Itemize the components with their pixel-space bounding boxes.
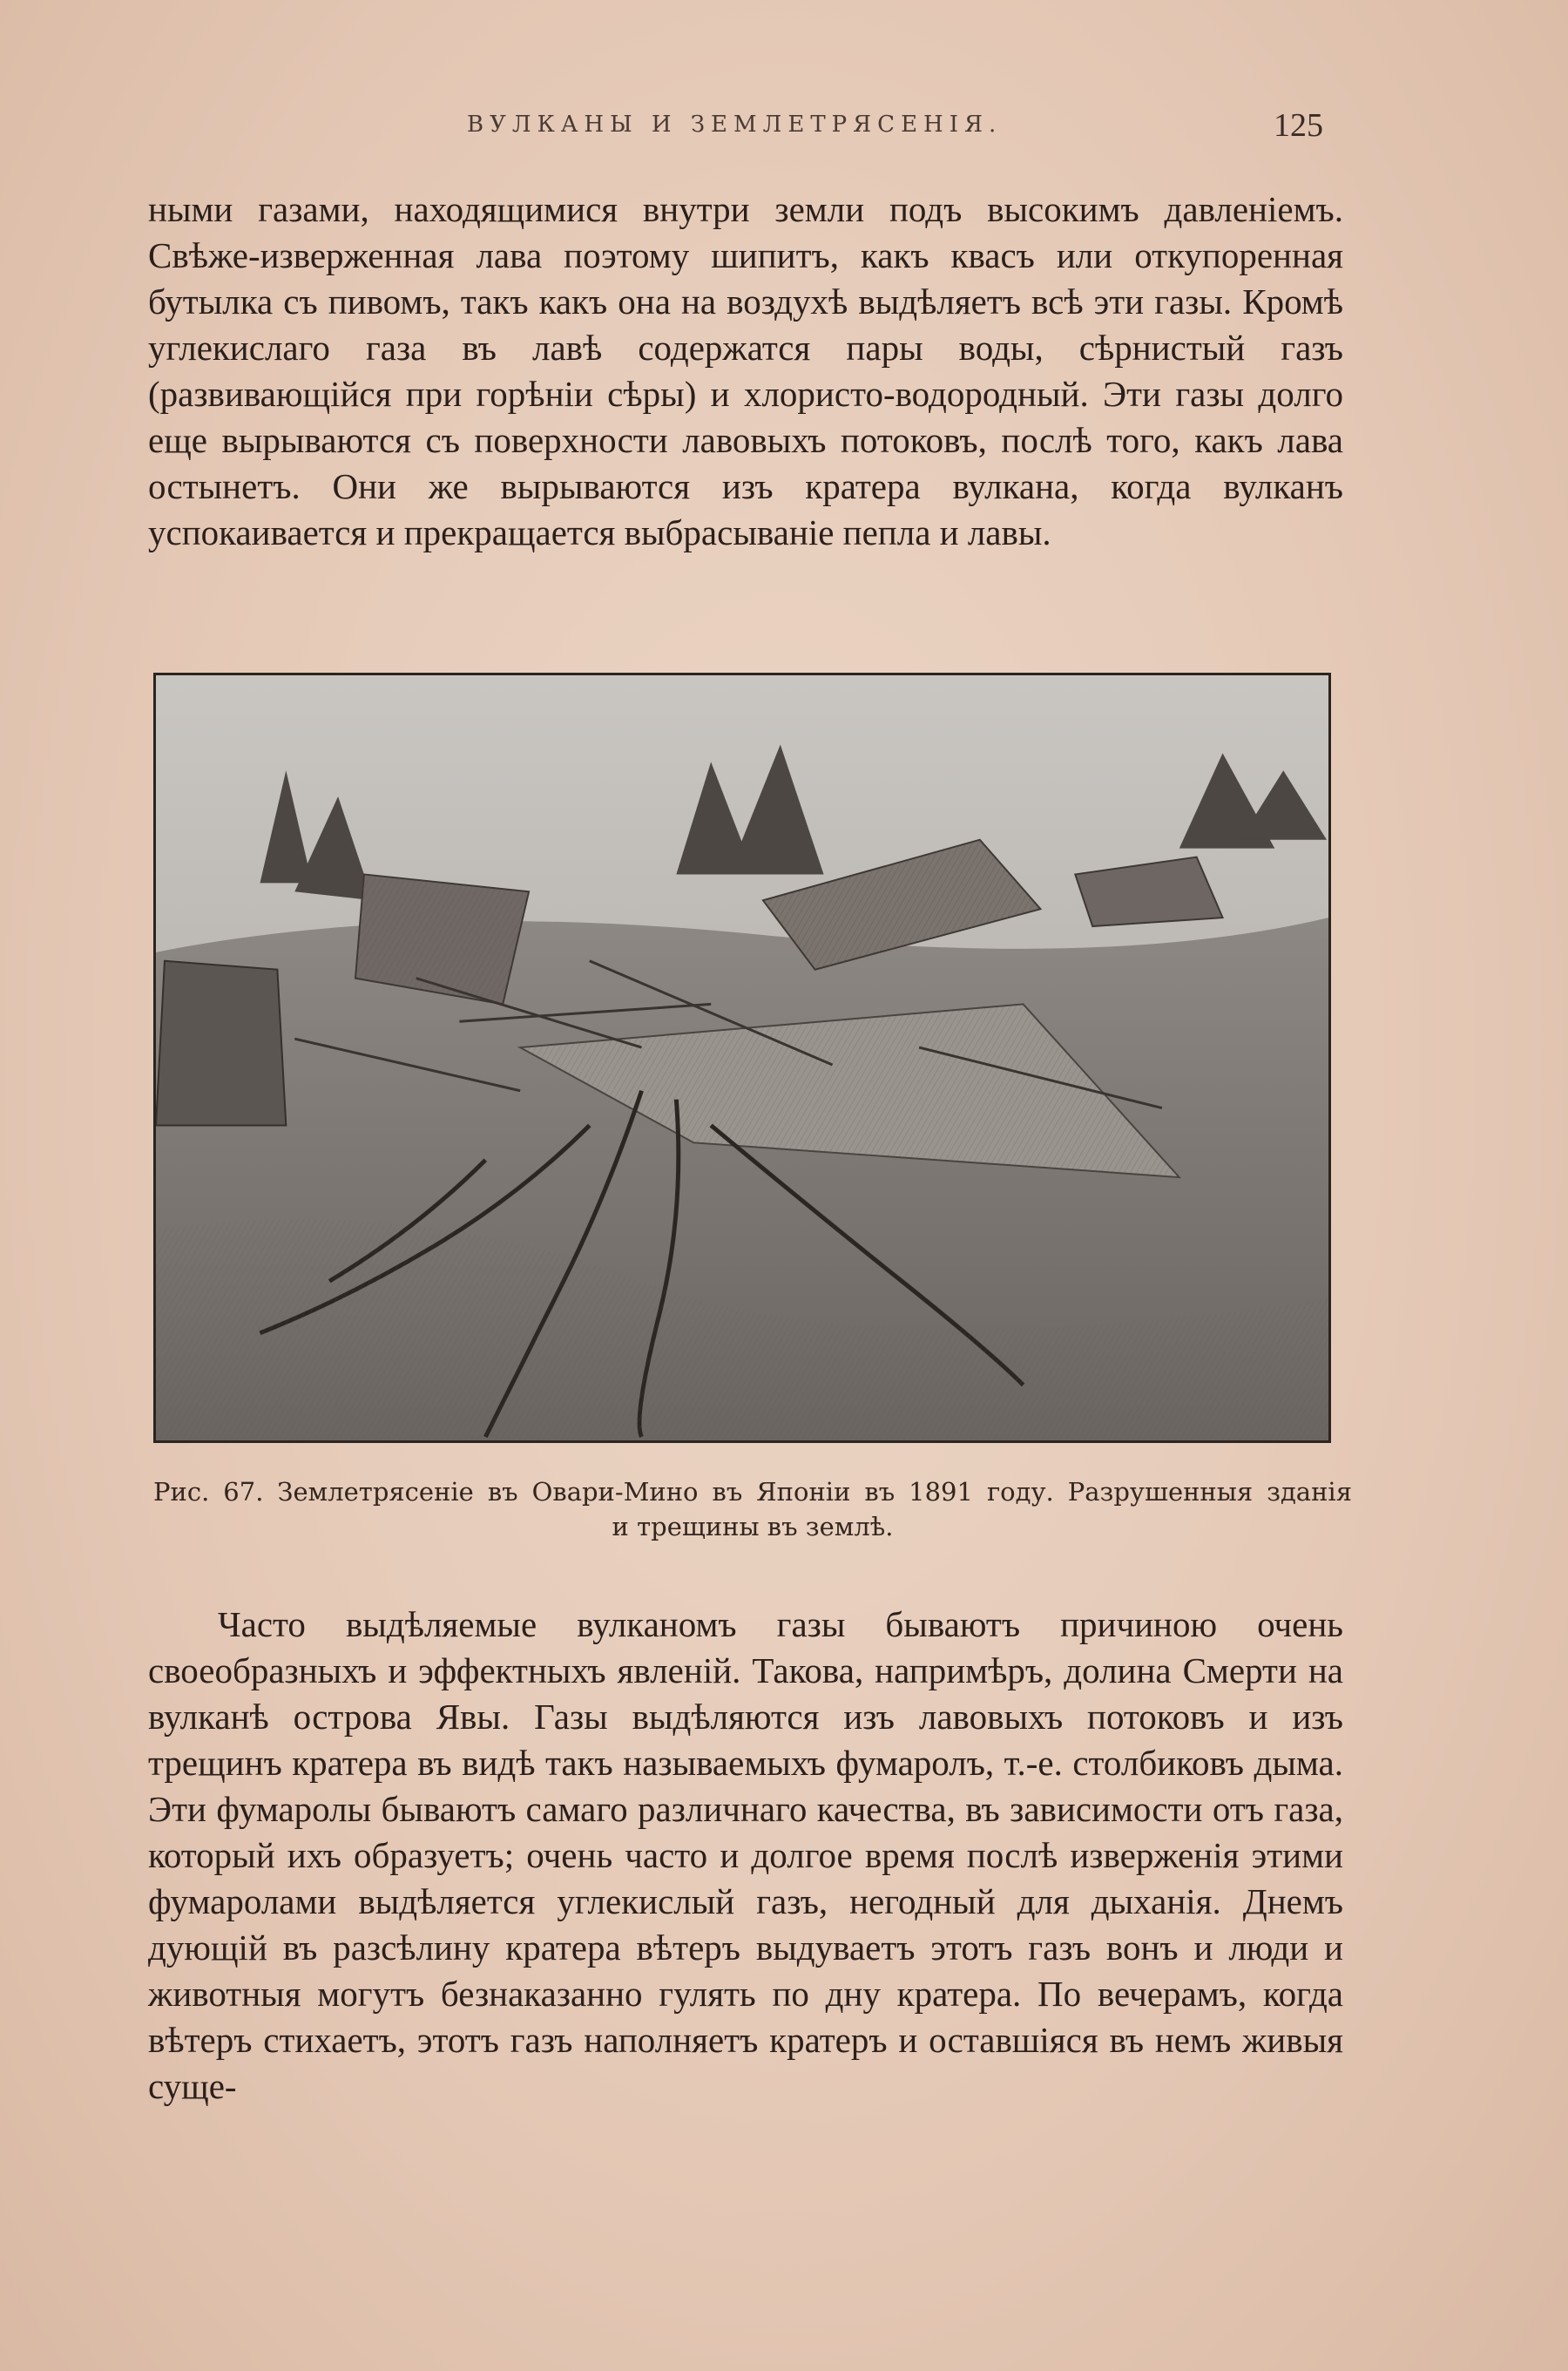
engraving-image <box>156 675 1328 1440</box>
page-number: 125 <box>1274 107 1323 144</box>
caption-line-2: и трещины въ землѣ. <box>612 1512 894 1541</box>
figure-caption <box>153 1474 1352 1544</box>
figure-earthquake-illustration <box>153 673 1331 1443</box>
caption-line-1: Рис. 67. Землетрясеніе въ Овари-Мино въ Японіи въ 1891 году. Разрушенныя зданія <box>153 1477 1352 1507</box>
paragraph-top: ными газами, находящимися внутри земли подъ высокимъ давленіемъ. Свѣже-изверженная лава поэтому шипитъ, какъ квасъ или откупоренная бутылка съ пивомъ, такъ какъ она на воздухѣ выдѣляетъ всѣ эти газы. Кромѣ углекислаго газа въ лавѣ содержатся пары воды, сѣрнистый газъ (развивающійся при горѣніи сѣры) и хлористо-водородный. Эти газы долго еще вырываются съ поверхности лавовыхъ потоковъ, послѣ того, какъ лава остынетъ. Они же вырываются изъ кратера вулкана, когда вулканъ успокаивается и прекращается выбрасываніе пепла и лавы. <box>148 189 1343 552</box>
running-head-title: ВУЛКАНЫ И ЗЕМЛЕТРЯСЕНІЯ. <box>467 112 1003 138</box>
paragraph-bottom: Часто выдѣляемые вулканомъ газы бываютъ причиною очень своеобразныхъ и эффектныхъ явленій. Такова, напримѣръ, долина Смерти на вулканѣ острова Явы. Газы выдѣляются изъ лавовыхъ потоковъ и изъ трещинъ кратера въ видѣ такъ называемыхъ фумаролъ, т.-е. столбиковъ дыма. Эти фумаролы бываютъ самаго различнаго качества, въ зависимости отъ газа, который ихъ образуетъ; очень часто и долгое время послѣ изверженія этими фумаролами выдѣляется углекислый газъ, негодный для дыханія. Днемъ дующій въ разсѣлину кратера вѣтеръ выдуваетъ этотъ газъ вонъ и люди и животныя могутъ безнаказанно гулять по дну кратера. По вечерамъ, когда вѣтеръ стихаетъ, этотъ газъ наполняетъ кратеръ и оставшіяся въ немъ живыя суще- <box>148 1604 1343 2106</box>
